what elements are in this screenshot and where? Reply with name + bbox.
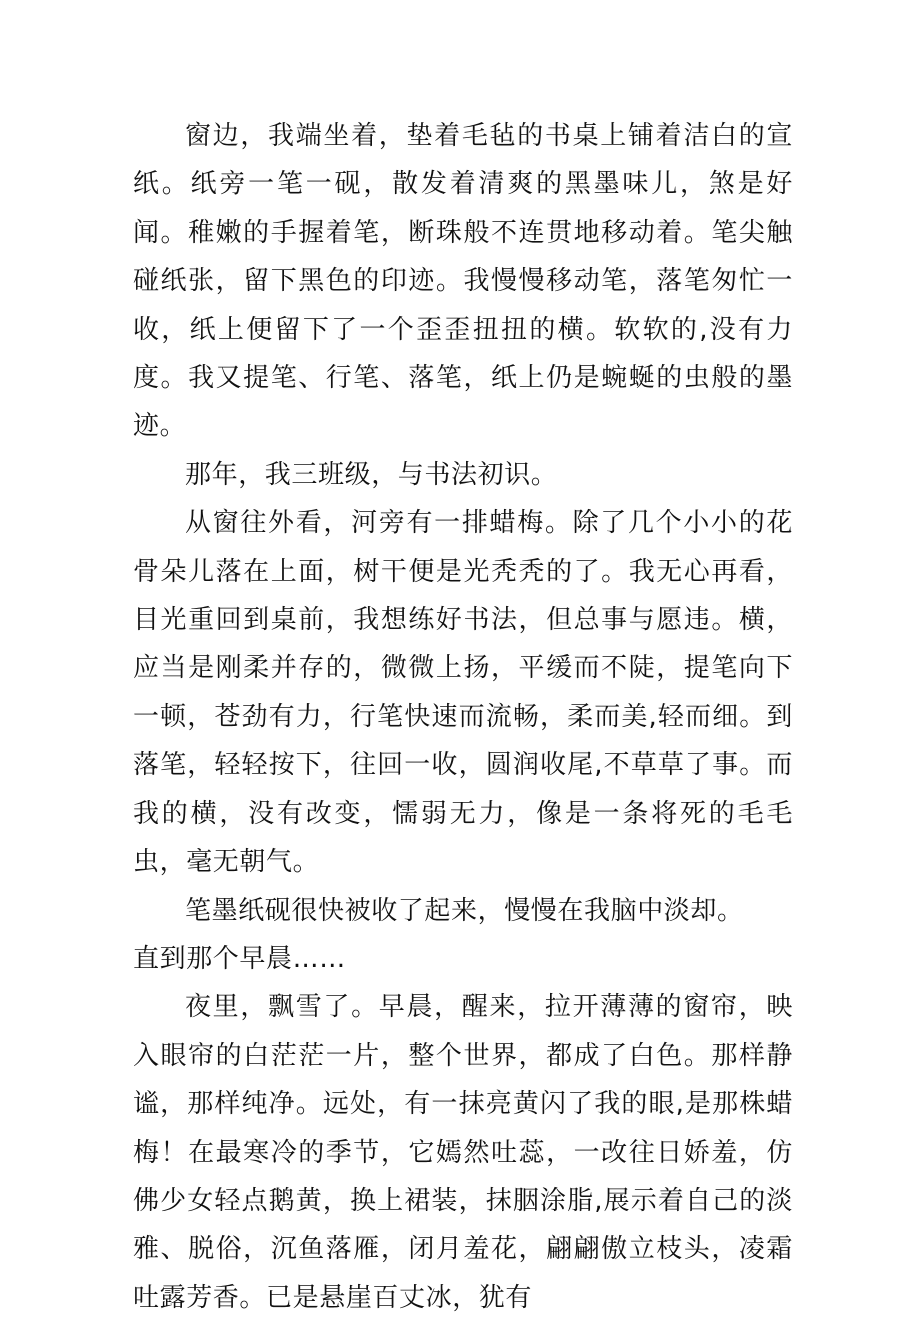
paragraph-3: 从窗往外看，河旁有一排蜡梅。除了几个小小的花骨朵儿落在上面，树干便是光秃秃的了。我无心再看，目光重回到桌前，我想练好书法，但总事与愿违。横，应当是刚柔并存的，微微上扬，平缓而不陡，提笔向下一顿，苍劲有力，行笔快速而流畅，柔而美,轻而细。到落笔，轻轻按下，往回一收，圆润收尾,不草草了事。而我的横，没有改变，懦弱无力，像是一条将死的毛毛虫，毫无朝气。 — [133, 508, 793, 878]
paragraph-6: 夜里，飘雪了。早晨，醒来，拉开薄薄的窗帘，映入眼帘的白茫茫一片，整个世界，都成了白色。那样静谧，那样纯净。远处，有一抹亮黄闪了我的眼,是那株蜡梅！在最寒冷的季节，它嫣然吐蕊，一改往日娇羞，仿佛少女轻点鹅黄，换上裙装，抹胭涂脂,展示着自己的淡雅、脱俗，沉鱼落雁，闭月羞花，翩翩傲立枝头，凌霜吐露芳香。已是悬崖百丈冰，犹有 — [133, 992, 793, 1313]
paragraph-4: 笔墨纸砚很快被收了起来，慢慢在我脑中淡却。 — [185, 895, 744, 926]
paragraph-5: 直到那个早晨…… — [133, 943, 346, 974]
paragraph-1: 窗边，我端坐着，垫着毛毡的书桌上铺着洁白的宣纸。纸旁一笔一砚，散发着清爽的黑墨味儿，煞是好闻。稚嫩的手握着笔，断珠般不连贯地移动着。笔尖触碰纸张，留下黑色的印迹。我慢慢移动笔，落笔匆忙一收，纸上便留下了一个歪歪扭扭的横。软软的,没有力度。我又提笔、行笔、落笔，纸上仍是蜿蜒的虫般的墨迹。 — [133, 121, 793, 442]
paragraph-2: 那年，我三班级，与书法初识。 — [185, 459, 558, 490]
essay-body — [133, 112, 793, 1322]
